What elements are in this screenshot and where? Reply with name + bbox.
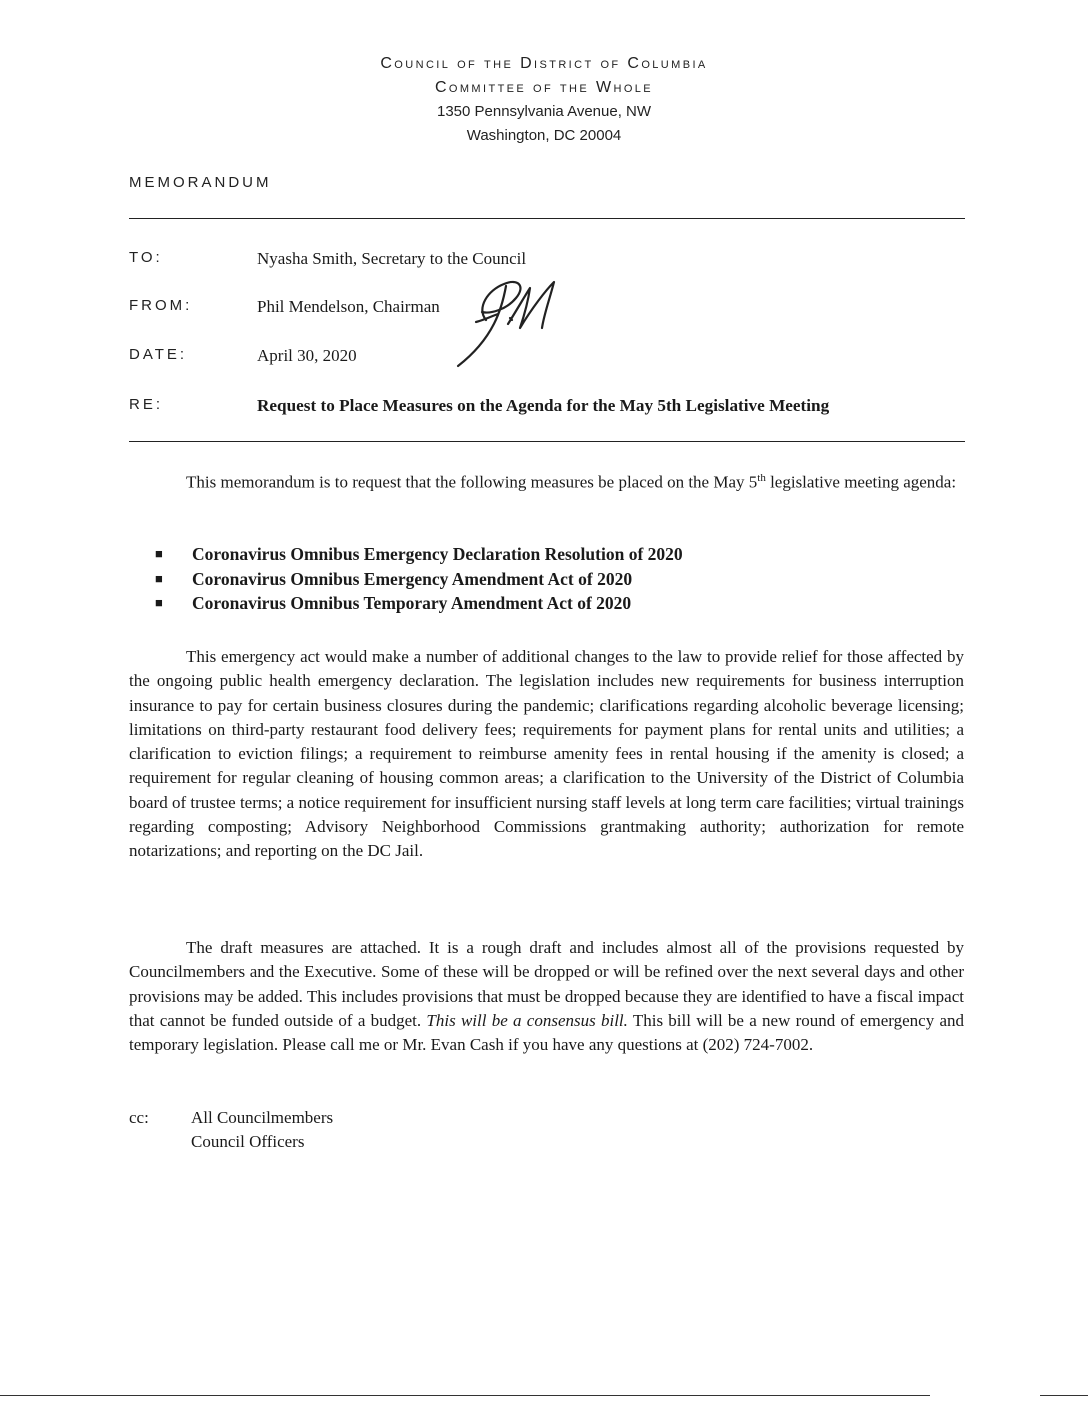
intro-paragraph — [129, 466, 964, 495]
re-row — [129, 396, 969, 422]
cc-recipient: All Councilmembers — [191, 1108, 334, 1127]
measures-list — [155, 542, 683, 616]
intro-text: This memorandum is to request that the following measures be placed on the May 5 — [186, 472, 758, 492]
cc-recipients — [191, 1106, 333, 1154]
to-label: TO: — [129, 249, 163, 266]
re-value: Request to Place Measures on the Agenda for the May 5th Legislative Meeting — [257, 396, 830, 415]
bullet-icon: ■ — [155, 546, 163, 561]
list-item — [155, 567, 683, 592]
list-item — [155, 542, 683, 567]
measure-title: Coronavirus Omnibus Temporary Amendment Act of 2020 — [192, 593, 632, 613]
letterhead-street: 1350 Pennsylvania Avenue, NW — [436, 103, 652, 120]
cc-label: cc: — [129, 1108, 149, 1127]
letterhead-council: Council of the District of Columbia — [380, 55, 708, 72]
chairman-signature — [446, 268, 570, 368]
intro-text-end: legislative meeting agenda: — [765, 472, 957, 492]
bullet-icon: ■ — [155, 570, 163, 586]
letterhead — [0, 52, 1088, 148]
to-value: Nyasha Smith, Secretary to the Council — [257, 249, 527, 268]
date-value: April 30, 2020 — [257, 346, 357, 365]
header-top-rule — [129, 218, 965, 219]
bullet-icon: ■ — [155, 595, 163, 610]
letterhead-committee: Committee of the Whole — [434, 79, 654, 96]
footer-rule-short — [1040, 1395, 1088, 1396]
cc-recipient: Council Officers — [191, 1132, 305, 1151]
from-label: FROM: — [129, 297, 193, 314]
date-label: DATE: — [129, 346, 188, 363]
draft-text-end: This bill will be a new round of emergency and temporary legislation. Please call me or Mr. Evan Cash if you have any questions at (202) 724-7002. — [129, 1010, 964, 1055]
header-bottom-rule — [129, 441, 965, 442]
re-label: RE: — [129, 396, 164, 413]
footer-rule — [0, 1395, 930, 1396]
from-value: Phil Mendelson, Chairman — [257, 297, 440, 316]
measure-title: Coronavirus Omnibus Emergency Declaration Resolution of 2020 — [192, 544, 683, 564]
memorandum-label: MEMORANDUM — [129, 174, 272, 191]
summary-paragraph — [129, 645, 964, 864]
consensus-note: This will be a consensus bill. — [426, 1010, 628, 1030]
intro-superscript: th — [757, 472, 766, 484]
draft-text: The draft measures are attached. It is a rough draft and includes almost all of the provisions requested by Councilmembers and the Executive. Some of these will be dropped or will be refined over the next several days and other provisions may be added. This includes provisions that must be dropped because they are identified to have a fiscal impact that cannot be funded outside of a budget. — [129, 938, 964, 1030]
list-item — [155, 591, 683, 616]
draft-paragraph — [129, 936, 964, 1057]
measure-title: Coronavirus Omnibus Emergency Amendment Act of 2020 — [192, 568, 633, 589]
summary-text: This emergency act would make a number of additional changes to the law to provide relief for those affected by the ongoing public health emergency declaration. The legislation includes new requirements for business interruption insurance to pay for certain business closures during the pandemic; clarifications regarding alcoholic beverage licensing; limitations on third-party restaurant food delivery fees; requirements for payment plans for rental units and utilities; a clarification to eviction filings; a requirement to reimburse amenity fees in rental housing if the amenity is closed; a requirement for regular cleaning of housing common areas; a clarification to the University of the District of Columbia board of trustee terms; a notice requirement for insufficient nursing staff levels at long term care facilities; virtual trainings regarding composting; Advisory Neighborhood Commissions grantmaking authority; authorization for remote notarizations; and reporting on the DC Jail. — [129, 647, 964, 861]
letterhead-city: Washington, DC 20004 — [466, 127, 622, 144]
